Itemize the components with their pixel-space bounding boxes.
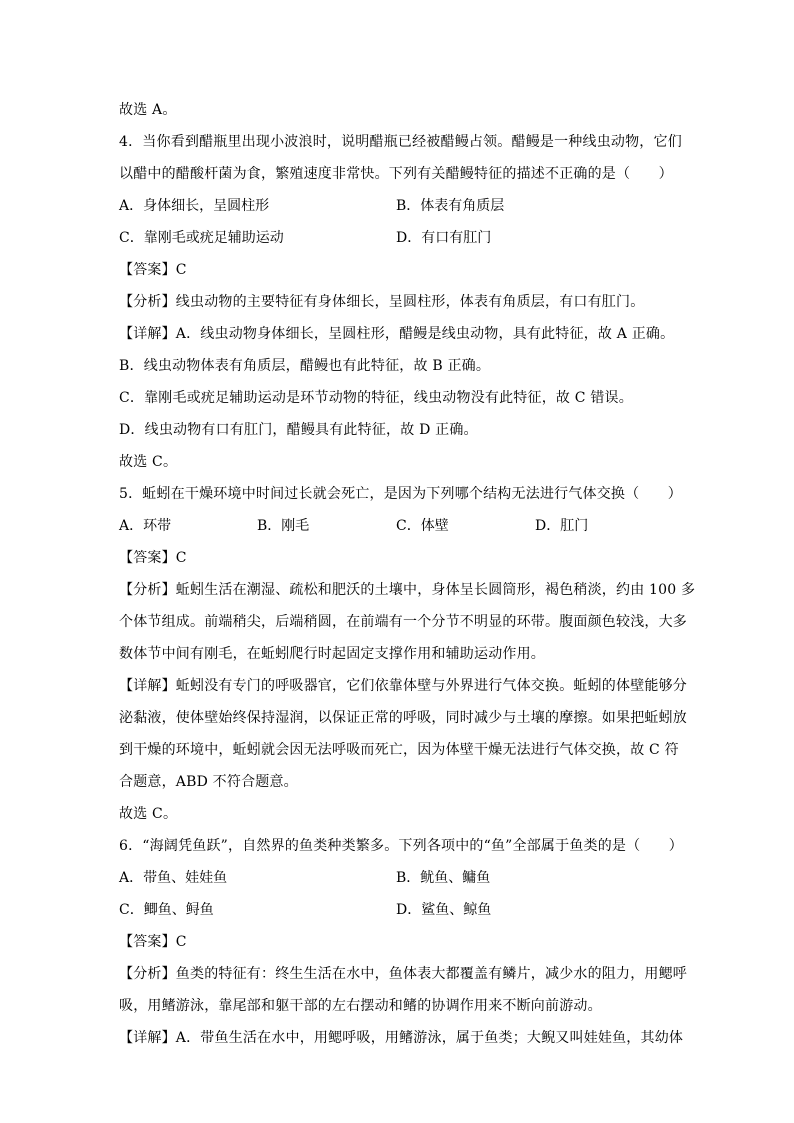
q6-option-d: D．鲨鱼、鲸鱼 [396,902,492,918]
q6-analysis-line2: 吸，用鳍游泳，靠尾部和躯干部的左右摆动和鳍的协调作用来不断向前游动。 [119,998,602,1014]
q4-option-c: C．靠刚毛或疣足辅助运动 [119,230,284,246]
q5-option-a: A．环带 [119,518,172,534]
q4-detail-d: D．线虫动物有口有肛门，醋鳗具有此特征，故 D 正确。 [119,422,478,438]
q5-option-d: D．肛门 [535,518,589,534]
q6-detail-line1: 【详解】A．带鱼生活在水中，用鳃呼吸，用鳍游泳，属于鱼类；大鲵又叫娃娃鱼，其幼体 [119,1030,684,1046]
q4-option-b: B．体表有角质层 [396,198,505,214]
q5-analysis-line2: 个体节组成。前端稍尖，后端稍圆，在前端有一个分节不明显的环带。腹面颜色较浅，大多 [119,614,687,630]
q4-option-a: A．身体细长，呈圆柱形 [119,198,270,214]
q4-stem-line2: 以醋中的醋酸杆菌为食，繁殖速度非常快。下列有关醋鳗特征的描述不正确的是（ ） [119,166,673,182]
q5-stem: 5．蚯蚓在干燥环境中时间过长就会死亡，是因为下列哪个结构无法进行气体交换（ ） [119,486,682,502]
q4-answer: 【答案】C [119,262,187,278]
q5-detail-line4: 合题意，ABD 不符合题意。 [119,774,298,790]
q5-conclusion: 故选 C。 [119,806,178,822]
q6-option-c: C．鲫鱼、鲟鱼 [119,902,214,918]
q4-option-d: D．有口有肛门 [396,230,492,246]
q4-conclusion: 故选 C。 [119,454,178,470]
q5-option-b: B．刚毛 [257,518,310,534]
q6-answer: 【答案】C [119,934,187,950]
q5-detail-line1: 【详解】蚯蚓没有专门的呼吸器官，它们依靠体壁与外界进行气体交换。蚯蚓的体壁能够分 [119,678,687,694]
q5-analysis-line1: 【分析】蚯蚓生活在潮湿、疏松和肥沃的土壤中，身体呈长圆筒形，褐色稍淡，约由 100 多 [119,582,696,598]
q6-option-b: B．鱿鱼、鳙鱼 [396,870,491,886]
q4-analysis: 【分析】线虫动物的主要特征有身体细长，呈圆柱形，体表有角质层，有口有肛门。 [119,294,645,310]
q5-detail-line2: 泌黏液，使体壁始终保持湿润，以保证正常的呼吸，同时减少与土壤的摩擦。如果把蚯蚓放 [119,710,687,726]
q5-analysis-line3: 数体节中间有刚毛，在蚯蚓爬行时起固定支撑作用和辅助运动作用。 [119,646,545,662]
q4-stem-line1: 4．当你看到醋瓶里出现小波浪时，说明醋瓶已经被醋鳗占领。醋鳗是一种线虫动物，它们 [119,134,682,150]
q5-answer: 【答案】C [119,550,187,566]
q5-detail-line3: 到干燥的环境中，蚯蚓就会因无法呼吸而死亡，因为体壁干燥无法进行气体交换，故 C 符 [119,742,679,758]
q6-stem: 6．“海阔凭鱼跃”，自然界的鱼类种类繁多。下列各项中的“鱼”全部属于鱼类的是（ ） [119,838,683,854]
q4-detail-a: 【详解】A．线虫动物身体细长，呈圆柱形，醋鳗是线虫动物，具有此特征，故 A 正确。 [119,326,675,342]
q6-analysis-line1: 【分析】鱼类的特征有：终生生活在水中，鱼体表大都覆盖有鳞片，减少水的阻力，用鳃呼 [119,966,687,982]
q4-detail-b: B．线虫动物体表有角质层，醋鳗也有此特征，故 B 正确。 [119,358,491,374]
q6-option-a: A．带鱼、娃娃鱼 [119,870,228,886]
q4-detail-c: C．靠刚毛或疣足辅助运动是环节动物的特征，线虫动物没有此特征，故 C 错误。 [119,390,633,406]
q3-conclusion: 故选 A。 [119,102,177,118]
q5-option-c: C．体壁 [396,518,449,534]
